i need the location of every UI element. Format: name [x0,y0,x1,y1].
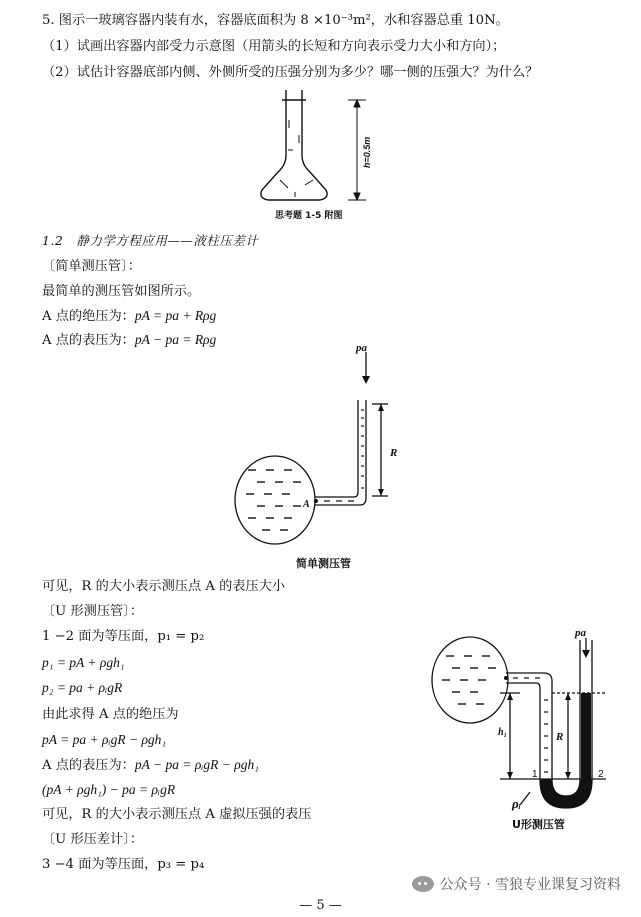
problem-line-1: 5. 图示一玻璃容器内装有水，容器底面积为 8 ×10⁻³m²，水和容器总重 10N。 [42,13,509,28]
fig3-h-label: h₁ [498,727,508,738]
u-tube-eq2: p₂ = pa + ρᵢgR [42,680,123,695]
simple-heading: 〔简单测压管〕： [42,259,141,274]
height-label: h=0.5m [362,136,372,168]
u-tube-gauge-label: A 点的表压为： [42,758,135,773]
page-number: — 5 — [299,898,342,913]
u-vessel-liquid-marks [442,656,496,704]
u-diff-heading: 〔U 形压差计〕： [42,832,144,847]
abs-formula: pA = pa + Rρg [134,308,217,323]
gauge-formula: pA − pa = Rρg [134,332,217,347]
fig3-pt1-label: 1 [532,769,538,780]
gauge-label: A 点的表压为： [42,333,135,348]
wechat-icon [412,876,434,892]
fig3-caption: U形测压管 [512,818,565,831]
simple-intro: 最简单的测压管如图所示。 [42,284,201,299]
section-title: 1.2 静力学方程应用——液柱压差计 [42,233,259,248]
watermark-text: 公众号 · 雪狼专业课复习资料 [439,877,621,893]
u-point-a-dot [504,676,508,680]
u-tube-eq4: pA − pa = ρᵢgR − ρgh₁ [134,757,259,772]
fig3-rho-label: ρᵢ [512,796,521,811]
u-tube-heading: 〔U 形测压管〕： [42,604,144,619]
fig2-pa-label: pa [356,342,367,354]
fig3-pt2-label: 2 [598,769,604,780]
u-diff-equal-plane: 3 −4 面为等压面，p₃ = p₄ [42,857,205,872]
u-tube-eq3: pA = pa + ρᵢgR − ρgh₁ [42,732,167,747]
problem-line-3: （2）试估计容器底部内侧、外侧所受的压强分别为多少？哪一侧的压强大？为什么？ [42,65,539,80]
u-tube-left-outer [506,673,552,780]
fig2-r-label: R [390,447,398,459]
u-tube-eq1: p₁ = pA + ρgh₁ [42,655,125,670]
fig3-pa-label: pa [575,627,586,639]
u-tube-eq5: (pA + ρgh₁) − pa = ρᵢgR [42,782,176,797]
abs-label: A 点的绝压为： [42,309,135,324]
watermark [412,874,621,894]
problem-line-2: （1）试画出容器内部受力示意图（用箭头的长短和方向表示受力大小和方向）； [42,39,506,54]
u-tube-derive: 由此求得 A 点的绝压为 [42,707,179,722]
conclusion-1: 可见，R 的大小表示测压点 A 的表压大小 [42,579,286,594]
conclusion-2: 可见，R 的大小表示测压点 A 虚拟压强的表压 [42,807,312,822]
fig1-caption: 思考题 1-5 附图 [275,211,343,221]
fig3-r-label: R [556,731,564,743]
u-indicator-liquid [540,693,592,808]
u-tube-liquid-marks [513,678,548,772]
u-tube-equal-plane: 1 −2 面为等压面，p₁ = p₂ [42,629,205,644]
fig2-a-label: A [303,499,310,510]
fig2-caption: 简单测压管 [296,557,351,570]
